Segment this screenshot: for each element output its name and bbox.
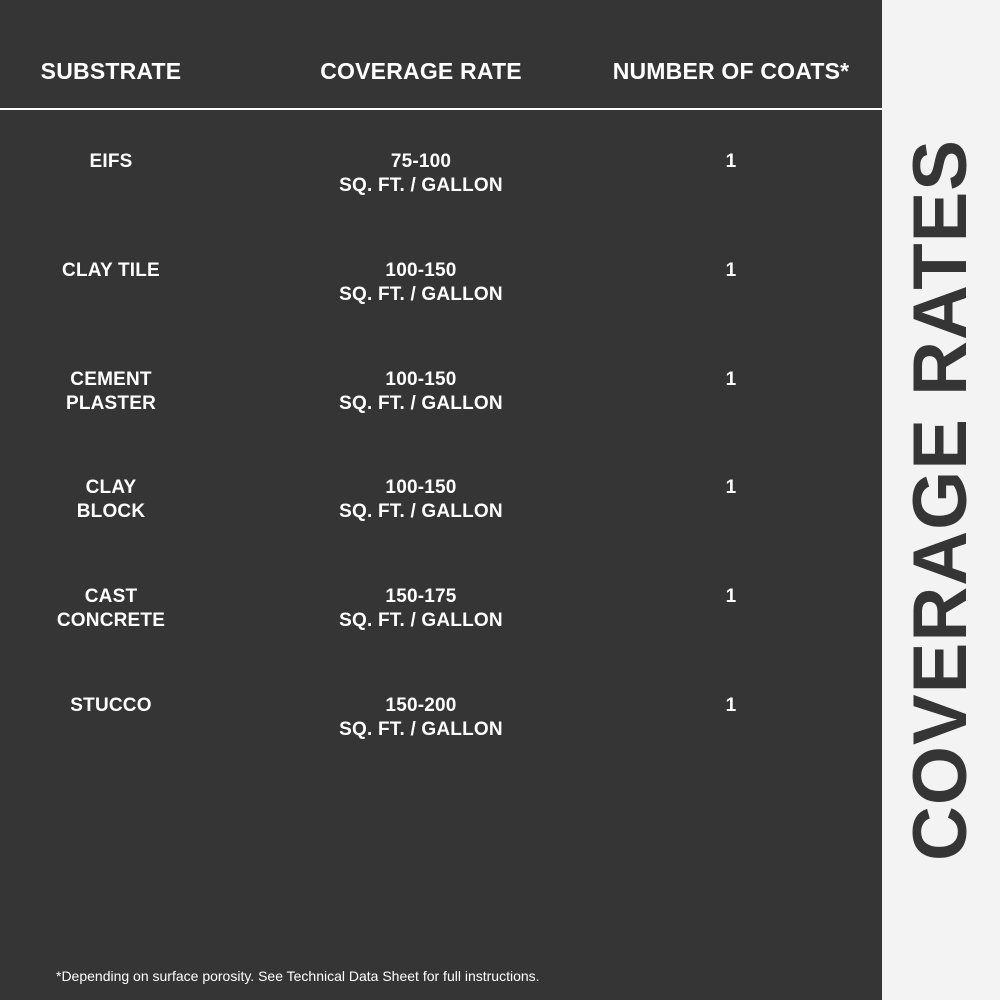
row-1-substrate — [0, 150, 222, 174]
vertical-title: COVERAGE RATES — [898, 138, 983, 862]
footnote: *Depending on surface porosity. See Technical Data Sheet for full instructions. — [56, 968, 540, 984]
row-6-coverage-unit: SQ. FT. / GALLON — [339, 719, 503, 740]
row-3-coverage-unit: SQ. FT. / GALLON — [339, 393, 503, 414]
row-6-coverage — [280, 694, 562, 742]
row-4-substrate-line-2: BLOCK — [76, 501, 146, 522]
row-4-substrate-line-1: CLAY — [85, 477, 137, 498]
row-6-substrate — [0, 694, 222, 718]
row-3-coverage — [280, 368, 562, 416]
row-5-substrate-line-1: CAST — [84, 586, 138, 607]
row-3-substrate-line-2: PLASTER — [65, 393, 157, 414]
row-4-coverage-unit: SQ. FT. / GALLON — [339, 501, 503, 522]
row-3-coverage-value: 100-150 — [385, 369, 457, 390]
row-5-coats: 1 — [725, 586, 737, 607]
row-5-coverage-unit: SQ. FT. / GALLON — [339, 610, 503, 631]
row-2-coverage — [280, 259, 562, 307]
header-divider — [0, 108, 900, 110]
header-number-of-coats: NUMBER OF COATS* — [612, 58, 850, 84]
row-2-coverage-value: 100-150 — [385, 260, 457, 281]
row-5-substrate — [0, 585, 222, 633]
row-6-substrate-line-1: STUCCO — [70, 695, 152, 716]
row-4-coverage — [280, 476, 562, 524]
row-4-substrate — [0, 476, 222, 524]
row-6-coats: 1 — [725, 695, 737, 716]
row-1-substrate-line-1: EIFS — [89, 151, 133, 172]
row-4-coats: 1 — [725, 477, 737, 498]
header-substrate: SUBSTRATE — [40, 58, 182, 84]
row-2-substrate — [0, 259, 222, 283]
row-5-coverage — [280, 585, 562, 633]
row-3-substrate-line-1: CEMENT — [70, 369, 152, 390]
row-1-coverage-unit: SQ. FT. / GALLON — [339, 175, 503, 196]
row-5-substrate-line-2: CONCRETE — [56, 610, 166, 631]
row-5-coverage-value: 150-175 — [385, 586, 457, 607]
row-1-coverage-value: 75-100 — [390, 151, 452, 172]
row-2-coats: 1 — [725, 260, 737, 281]
row-2-substrate-line-1: CLAY TILE — [62, 260, 160, 281]
row-1-coats: 1 — [725, 151, 737, 172]
row-1-coverage — [280, 150, 562, 198]
row-3-coats: 1 — [725, 369, 737, 390]
row-4-coverage-value: 100-150 — [385, 477, 457, 498]
row-2-coverage-unit: SQ. FT. / GALLON — [339, 284, 503, 305]
row-3-substrate — [0, 368, 222, 416]
row-6-coverage-value: 150-200 — [385, 695, 457, 716]
header-coverage-rate: COVERAGE RATE — [320, 58, 522, 84]
